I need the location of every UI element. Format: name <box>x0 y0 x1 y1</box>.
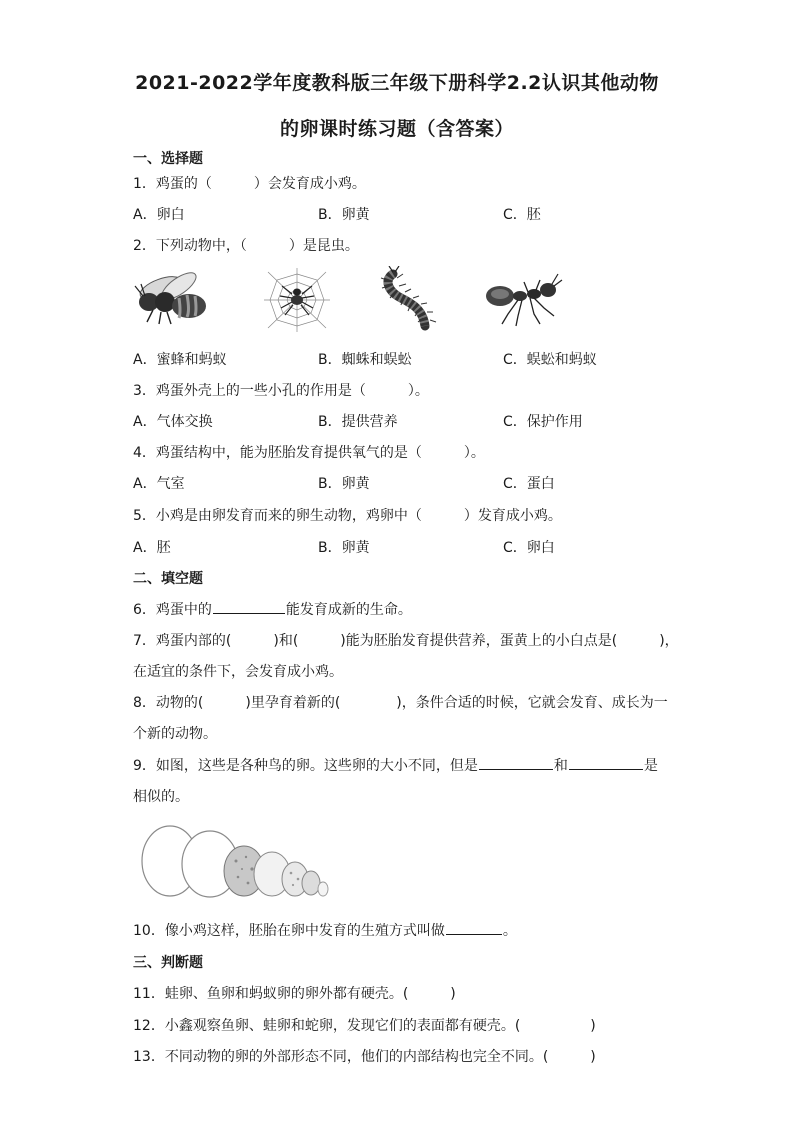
section-heading-fill-blank: 二、填空题 <box>133 571 203 587</box>
q4-option-b: B．卵黄 <box>318 476 370 492</box>
question-1: 1．鸡蛋的（ ）会发育成小鸡。 <box>133 176 366 192</box>
q9-text-post: 是 <box>643 758 658 774</box>
q6-answer-blank[interactable] <box>213 599 285 614</box>
q4-option-c: C．蛋白 <box>503 476 555 492</box>
question-12: 12．小鑫观察鱼卵、蛙卵和蛇卵，发现它们的表面都有硬壳。( ) <box>133 1018 596 1034</box>
question-2: 2．下列动物中，（ ）是昆虫。 <box>133 238 359 254</box>
q3-option-a: A．气体交换 <box>133 414 213 430</box>
q5-option-b: B．卵黄 <box>318 540 370 556</box>
question-7-line2: 在适宜的条件下，会发育成小鸡。 <box>133 664 343 680</box>
q1-option-b: B．卵黄 <box>318 207 370 223</box>
q5-option-c: C．卵白 <box>503 540 555 556</box>
bee-icon <box>131 272 211 328</box>
section-heading-choice: 一、选择题 <box>133 151 203 167</box>
question-10 <box>133 920 517 940</box>
q10-text-post: 。 <box>502 923 517 939</box>
q5-option-a: A．胚 <box>133 540 171 556</box>
question-4: 4．鸡蛋结构中，能为胚胎发育提供氧气的是（ ）。 <box>133 445 485 461</box>
document-title-line2: 的卵课时练习题（含答案） <box>279 118 514 140</box>
q10-text-pre: 10．像小鸡这样，胚胎在卵中发育的生殖方式叫做 <box>133 923 445 939</box>
q9-answer-blank-2[interactable] <box>569 755 643 770</box>
q9-text-mid: 和 <box>553 758 568 774</box>
section-heading-true-false: 三、判断题 <box>133 955 203 971</box>
question-11: 11．蛙卵、鱼卵和蚂蚁卵的卵外都有硬壳。( ) <box>133 986 456 1002</box>
question-9-line2: 相似的。 <box>133 789 189 805</box>
q10-answer-blank[interactable] <box>446 920 502 935</box>
question-8-line1: 8．动物的( )里孕育着新的( )，条件合适的时候，它就会发育、成长为一 <box>133 695 668 711</box>
q4-option-a: A．气室 <box>133 476 185 492</box>
question-5: 5．小鸡是由卵发育而来的卵生动物，鸡卵中（ ）发育成小鸡。 <box>133 508 562 524</box>
q2-option-a: A．蜜蜂和蚂蚁 <box>133 352 227 368</box>
question-7-line1: 7．鸡蛋内部的( )和( )能为胚胎发育提供营养，蛋黄上的小白点是( )， <box>133 633 679 649</box>
q9-answer-blank-1[interactable] <box>479 755 553 770</box>
q1-option-c: C．胚 <box>503 207 541 223</box>
q3-option-b: B．提供营养 <box>318 414 398 430</box>
document-title-line1: 2021-2022学年度教科版三年级下册科学2.2认识其他动物 <box>135 72 659 94</box>
q2-option-c: C．蜈蚣和蚂蚁 <box>503 352 597 368</box>
centipede-icon <box>375 266 445 334</box>
q1-option-a: A．卵白 <box>133 207 185 223</box>
question-6 <box>133 599 412 619</box>
spider-icon <box>262 266 332 334</box>
bird-eggs-image <box>140 823 330 901</box>
q2-option-b: B．蜘蛛和蜈蚣 <box>318 352 412 368</box>
question-13: 13．不同动物的卵的外部形态不同，他们的内部结构也完全不同。( ) <box>133 1049 596 1065</box>
q6-text-pre: 6．鸡蛋中的 <box>133 602 212 618</box>
question-9 <box>133 755 658 775</box>
ant-icon <box>480 270 564 330</box>
question-8-line2: 个新的动物。 <box>133 726 217 742</box>
q9-text-pre: 9．如图，这些是各种鸟的卵。这些卵的大小不同，但是 <box>133 758 478 774</box>
q6-text-post: 能发育成新的生命。 <box>285 602 412 618</box>
question-3: 3．鸡蛋外壳上的一些小孔的作用是（ ）。 <box>133 383 429 399</box>
q3-option-c: C．保护作用 <box>503 414 583 430</box>
